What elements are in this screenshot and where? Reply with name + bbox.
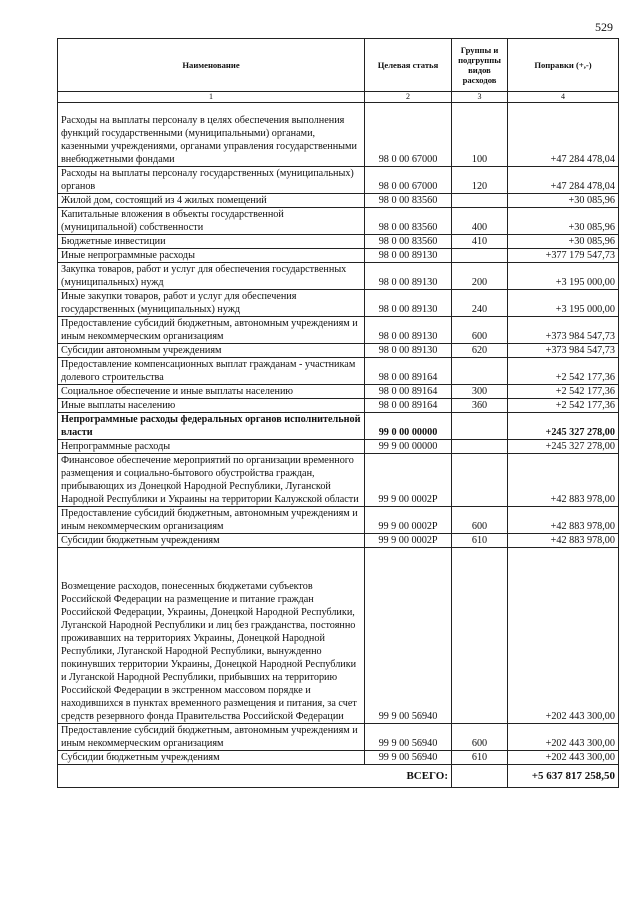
column-number-row bbox=[58, 92, 619, 103]
row-code: 99 9 00 00000 bbox=[365, 440, 452, 454]
row-code: 98 0 00 89130 bbox=[365, 263, 452, 290]
table-row bbox=[58, 358, 619, 385]
row-code: 99 9 00 56940 bbox=[365, 751, 452, 765]
row-amount: +2 542 177,36 bbox=[508, 399, 619, 413]
row-code: 99 9 00 0002Р bbox=[365, 534, 452, 548]
row-group: 300 bbox=[452, 385, 508, 399]
row-code: 99 0 00 00000 bbox=[365, 413, 452, 440]
row-name: Жилой дом, состоящий из 4 жилых помещений bbox=[58, 194, 365, 208]
row-amount: +373 984 547,73 bbox=[508, 344, 619, 358]
row-name: Непрограммные расходы bbox=[58, 440, 365, 454]
row-amount: +42 883 978,00 bbox=[508, 454, 619, 507]
table-row bbox=[58, 548, 619, 724]
row-group: 610 bbox=[452, 534, 508, 548]
total-empty-cell bbox=[452, 765, 508, 788]
row-code: 98 0 00 83560 bbox=[365, 235, 452, 249]
row-code: 98 0 00 89130 bbox=[365, 249, 452, 263]
row-group: 200 bbox=[452, 263, 508, 290]
row-code: 98 0 00 83560 bbox=[365, 208, 452, 235]
row-amount: +30 085,96 bbox=[508, 208, 619, 235]
row-amount: +202 443 300,00 bbox=[508, 751, 619, 765]
row-name: Расходы на выплаты персоналу в целях обеспечения выполнения функций государственными (муниципальными) органами, казенными учреждениями, органами управления государственными внебюджетными фондами bbox=[58, 103, 365, 167]
table-row bbox=[58, 751, 619, 765]
row-amount: +47 284 478,04 bbox=[508, 103, 619, 167]
row-group bbox=[452, 440, 508, 454]
table-row bbox=[58, 440, 619, 454]
row-amount: +30 085,96 bbox=[508, 194, 619, 208]
table-row bbox=[58, 454, 619, 507]
row-group: 620 bbox=[452, 344, 508, 358]
row-name: Возмещение расходов, понесенных бюджетами субъектов Российской Федерации на размещение и питание граждан Российской Федерации, Украины, Донецкой Народной Республики, Луганской Народной Республики и лиц без гражданства, постоянно проживавших на территориях Украины, Донецкой Народной Республики, Луганской Народной Республики, вынужденно покинувших территории Украины, Донецкой Народной Республики и Луганской Народной Республики, прибывших на территорию Российской Федерации в экстренном массовом порядке и находившихся в пунктах временного размещения и питания, за счет средств резервного фонда Правительства Российской Федерации bbox=[58, 548, 365, 724]
row-group: 100 bbox=[452, 103, 508, 167]
row-name: Расходы на выплаты персоналу государственных (муниципальных) органов bbox=[58, 167, 365, 194]
header-code: Целевая статья bbox=[365, 39, 452, 92]
row-name: Иные выплаты населению bbox=[58, 399, 365, 413]
row-code: 99 9 00 56940 bbox=[365, 548, 452, 724]
column-number: 1 bbox=[58, 92, 365, 103]
table-row bbox=[58, 263, 619, 290]
row-code: 98 0 00 67000 bbox=[365, 103, 452, 167]
row-name: Иные закупки товаров, работ и услуг для обеспечения государственных (муниципальных) нужд bbox=[58, 290, 365, 317]
row-code: 98 0 00 83560 bbox=[365, 194, 452, 208]
row-amount: +245 327 278,00 bbox=[508, 440, 619, 454]
row-name: Субсидии автономным учреждениям bbox=[58, 344, 365, 358]
row-code: 99 9 00 0002Р bbox=[365, 454, 452, 507]
row-amount: +373 984 547,73 bbox=[508, 317, 619, 344]
table-row bbox=[58, 344, 619, 358]
column-number: 2 bbox=[365, 92, 452, 103]
table-row bbox=[58, 249, 619, 263]
row-amount: +30 085,96 bbox=[508, 235, 619, 249]
row-name: Непрограммные расходы федеральных органов исполнительной власти bbox=[58, 413, 365, 440]
row-code: 98 0 00 89130 bbox=[365, 290, 452, 317]
header-name: Наименование bbox=[58, 39, 365, 92]
page-number: 529 bbox=[595, 20, 613, 34]
table-row bbox=[58, 194, 619, 208]
row-name: Субсидии бюджетным учреждениям bbox=[58, 751, 365, 765]
row-code: 98 0 00 67000 bbox=[365, 167, 452, 194]
row-name: Субсидии бюджетным учреждениям bbox=[58, 534, 365, 548]
table-row bbox=[58, 399, 619, 413]
header-amount: Поправки (+,-) bbox=[508, 39, 619, 92]
row-group: 410 bbox=[452, 235, 508, 249]
row-amount: +47 284 478,04 bbox=[508, 167, 619, 194]
row-code: 98 0 00 89164 bbox=[365, 385, 452, 399]
row-group: 240 bbox=[452, 290, 508, 317]
table-row bbox=[58, 208, 619, 235]
column-number: 3 bbox=[452, 92, 508, 103]
row-amount: +2 542 177,36 bbox=[508, 358, 619, 385]
table-row bbox=[58, 724, 619, 751]
row-group bbox=[452, 194, 508, 208]
row-code: 99 9 00 0002Р bbox=[365, 507, 452, 534]
row-name: Предоставление компенсационных выплат гражданам - участникам долевого строительства bbox=[58, 358, 365, 385]
row-group: 610 bbox=[452, 751, 508, 765]
row-code: 98 0 00 89164 bbox=[365, 399, 452, 413]
row-code: 98 0 00 89130 bbox=[365, 344, 452, 358]
table-row bbox=[58, 507, 619, 534]
row-name: Социальное обеспечение и иные выплаты населению bbox=[58, 385, 365, 399]
header-group: Группы и подгруппы видов расходов bbox=[452, 39, 508, 92]
row-amount: +202 443 300,00 bbox=[508, 548, 619, 724]
row-group: 360 bbox=[452, 399, 508, 413]
row-group bbox=[452, 249, 508, 263]
row-amount: +42 883 978,00 bbox=[508, 507, 619, 534]
row-name: Предоставление субсидий бюджетным, автономным учреждениям и иным некоммерческим организациям bbox=[58, 507, 365, 534]
row-amount: +2 542 177,36 bbox=[508, 385, 619, 399]
row-group bbox=[452, 358, 508, 385]
row-group: 120 bbox=[452, 167, 508, 194]
row-name: Предоставление субсидий бюджетным, автономным учреждениям и иным некоммерческим организациям bbox=[58, 317, 365, 344]
row-code: 99 9 00 56940 bbox=[365, 724, 452, 751]
row-group: 600 bbox=[452, 317, 508, 344]
row-group bbox=[452, 548, 508, 724]
row-amount: +42 883 978,00 bbox=[508, 534, 619, 548]
row-amount: +245 327 278,00 bbox=[508, 413, 619, 440]
row-code: 98 0 00 89130 bbox=[365, 317, 452, 344]
table-row bbox=[58, 167, 619, 194]
row-group: 400 bbox=[452, 208, 508, 235]
column-number: 4 bbox=[508, 92, 619, 103]
row-name: Закупка товаров, работ и услуг для обеспечения государственных (муниципальных) нужд bbox=[58, 263, 365, 290]
row-name: Иные непрограммные расходы bbox=[58, 249, 365, 263]
table-row-section bbox=[58, 413, 619, 440]
row-name: Предоставление субсидий бюджетным, автономным учреждениям и иным некоммерческим организациям bbox=[58, 724, 365, 751]
total-amount: +5 637 817 258,50 bbox=[508, 765, 619, 788]
row-name: Финансовое обеспечение мероприятий по организации временного размещения и социально-бытового обустройства граждан, прибывающих из Донецкой Народной Республики, Луганской Народной Республики и Украины на территории Калужской области bbox=[58, 454, 365, 507]
row-group bbox=[452, 454, 508, 507]
row-group bbox=[452, 413, 508, 440]
total-row bbox=[58, 765, 619, 788]
table-row bbox=[58, 534, 619, 548]
row-name: Капитальные вложения в объекты государственной (муниципальной) собственности bbox=[58, 208, 365, 235]
table-row bbox=[58, 235, 619, 249]
header-row bbox=[58, 39, 619, 92]
total-label: ВСЕГО: bbox=[58, 765, 452, 788]
row-group: 600 bbox=[452, 724, 508, 751]
table-row bbox=[58, 103, 619, 167]
row-name: Бюджетные инвестиции bbox=[58, 235, 365, 249]
row-group: 600 bbox=[452, 507, 508, 534]
table-row bbox=[58, 385, 619, 399]
budget-table bbox=[57, 38, 619, 788]
row-code: 98 0 00 89164 bbox=[365, 358, 452, 385]
row-amount: +3 195 000,00 bbox=[508, 290, 619, 317]
row-amount: +202 443 300,00 bbox=[508, 724, 619, 751]
table-row bbox=[58, 290, 619, 317]
row-amount: +3 195 000,00 bbox=[508, 263, 619, 290]
row-amount: +377 179 547,73 bbox=[508, 249, 619, 263]
table-row bbox=[58, 317, 619, 344]
